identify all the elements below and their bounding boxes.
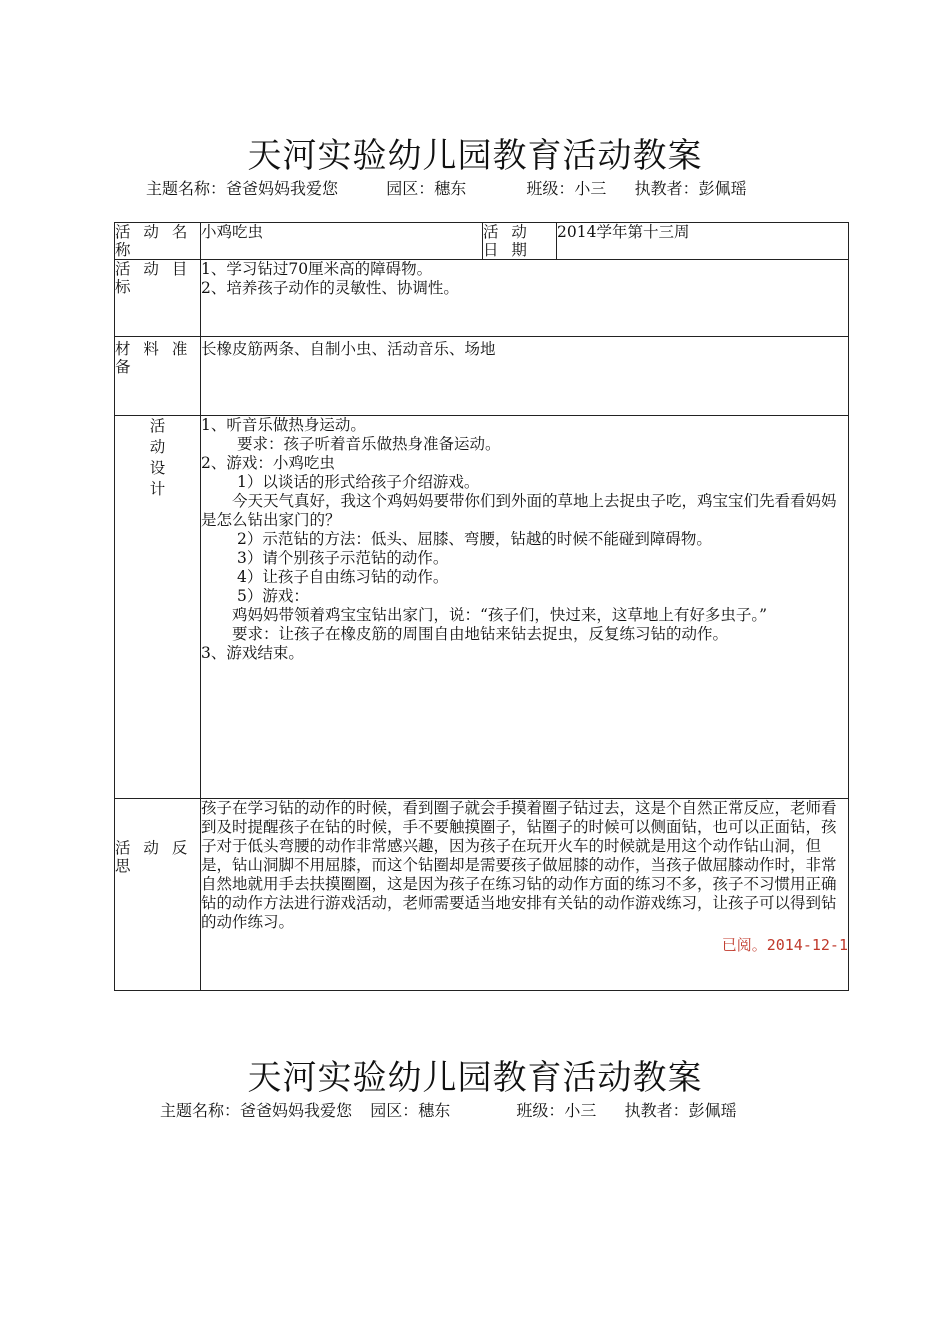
- design-line: 要求：孩子听着音乐做热身准备运动。: [237, 435, 501, 453]
- reflection-text: 孩子在学习钻的动作的时候，看到圈子就会手摸着圈子钻过去，这是个自然正常反应，老师看到及时提醒孩子在钻的时候，手不要触摸圈子，钻圈子的时候可以侧面钻，也可以正面钻，孩子对于低头弯腰的动作非常感兴趣，因为孩子在玩开火车的时候就是用这个动作钻山洞，但是，钻山洞脚不用屈膝，而这个钻圈却是需要孩子做屈膝的动作，当孩子做屈膝动作时，非常自然地就用手去扶摸圈圈，这是因为孩子在练习钻的动作方面的练习不多，孩子不习惯用正确钻的动作方法进行游戏活动，老师需要适当地安排有关钻的动作游戏练习，让孩子可以得到钻的动作练习。: [201, 799, 837, 931]
- review-signoff: 已阅。2014-12-1: [721, 936, 848, 954]
- class-name: 班级：小三: [526, 179, 607, 198]
- row-activity-name: [115, 223, 849, 260]
- goal-item: 1、学习钻过70厘米高的障碍物。: [201, 260, 433, 278]
- activity-date-label: 活 动 日 期: [483, 223, 557, 260]
- teacher-name: 执教者：彭佩瑶: [624, 1101, 737, 1120]
- design-line: 3、游戏结束。: [201, 644, 304, 662]
- design-line: 1、听音乐做热身运动。: [201, 416, 366, 434]
- activity-design-value: [201, 416, 849, 799]
- design-line: 今天天气真好，我这个鸡妈妈要带你们到外面的草地上去捉虫子吃，鸡宝宝们先看看妈妈是怎么钻出家门的？: [201, 492, 837, 529]
- teacher-name: 执教者：彭佩瑶: [634, 179, 747, 198]
- activity-name-label: 活 动 名 称: [115, 223, 201, 260]
- design-line: 1）以谈话的形式给孩子介绍游戏。: [237, 473, 480, 491]
- campus-name: 园区：穗东: [386, 179, 467, 198]
- design-line: 要求：让孩子在橡皮筋的周围自由地钻来钻去捉虫，反复练习钻的动作。: [232, 625, 729, 643]
- campus-name: 园区：穗东: [370, 1101, 451, 1120]
- activity-name-value: 小鸡吃虫: [201, 223, 483, 260]
- design-line: 4）让孩子自由练习钻的动作。: [237, 568, 449, 586]
- lesson-meta: [146, 176, 747, 199]
- row-activity-design: [115, 416, 849, 799]
- design-line: 3）请个别孩子示范钻的动作。: [237, 549, 449, 567]
- reflection-value: [201, 799, 849, 991]
- activity-date-value: 2014学年第十三周: [557, 223, 849, 260]
- theme-name: 主题名称：爸爸妈妈我爱您: [146, 179, 339, 198]
- materials-value: 长橡皮筋两条、自制小虫、活动音乐、场地: [201, 337, 849, 416]
- lesson-meta-2: [160, 1098, 737, 1121]
- theme-name: 主题名称：爸爸妈妈我爱您: [160, 1101, 353, 1120]
- design-line: 2）示范钻的方法：低头、屈膝、弯腰，钻越的时候不能碰到障碍物。: [237, 530, 712, 548]
- row-reflection: [115, 799, 849, 991]
- page-title-2: 天河实验幼儿园教育活动教案: [247, 1058, 703, 1098]
- design-line: 鸡妈妈带领着鸡宝宝钻出家门，说：“孩子们，快过来，这草地上有好多虫子。”: [232, 606, 768, 624]
- row-activity-goals: [115, 260, 849, 337]
- row-materials: [115, 337, 849, 416]
- materials-label: 材 料 准 备: [115, 337, 201, 416]
- page-title: 天河实验幼儿园教育活动教案: [247, 136, 703, 176]
- activity-design-label: 活 动 设 计: [115, 416, 201, 799]
- activity-goals-label: 活 动 目 标: [115, 260, 201, 337]
- design-line: 2、游戏：小鸡吃虫: [201, 454, 335, 472]
- lesson-plan-table: [114, 222, 849, 991]
- class-name: 班级：小三: [516, 1101, 597, 1120]
- design-line: 5）游戏：: [237, 587, 309, 605]
- reflection-label: 活 动 反 思: [115, 799, 201, 991]
- activity-goals-value: [201, 260, 849, 337]
- goal-item: 2、培养孩子动作的灵敏性、协调性。: [201, 279, 459, 297]
